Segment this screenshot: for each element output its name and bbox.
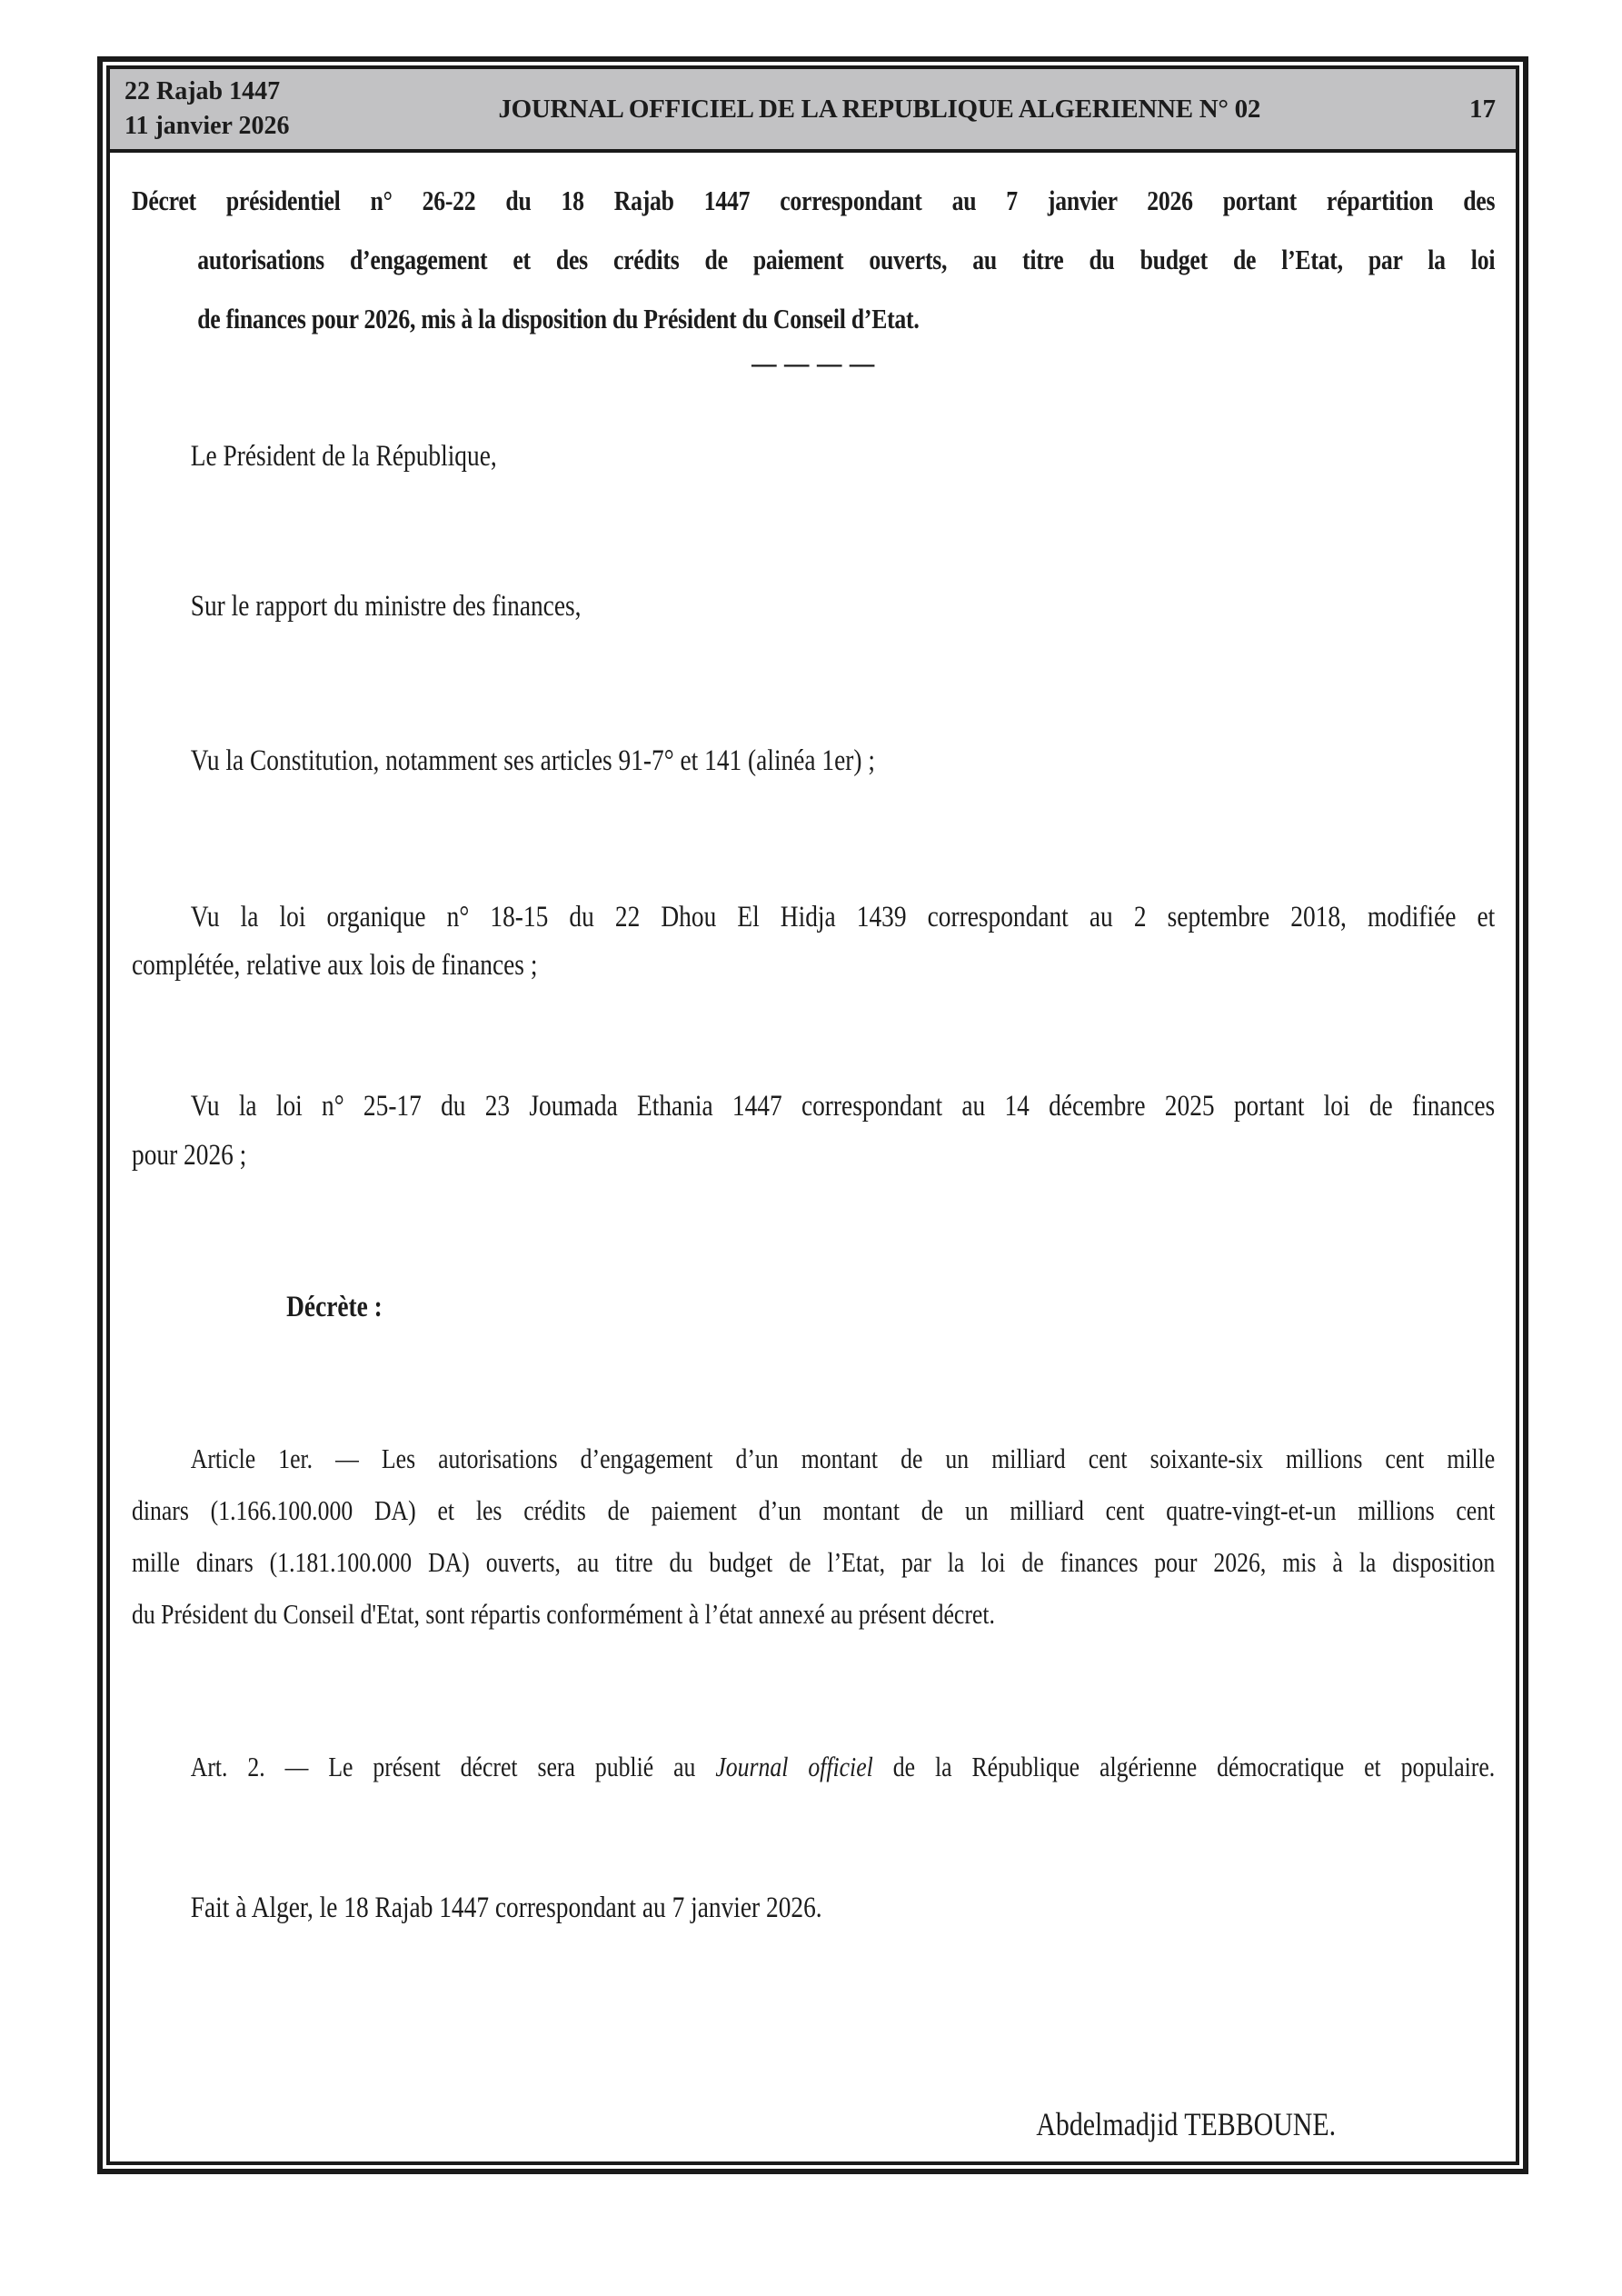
signature: Abdelmadjid TEBBOUNE.	[1036, 2106, 1337, 2142]
decree-title-line: de finances pour 2026, mis à la disposition du Président du Conseil d’Etat.	[197, 303, 920, 334]
page-outer-frame	[97, 56, 1528, 2174]
article-2-text-end: de la République algérienne démocratique et populaire.	[872, 1751, 1496, 1782]
page-number: 17	[1469, 94, 1496, 124]
paragraph-president: Le Président de la République,	[190, 440, 497, 473]
decree-content	[110, 153, 1516, 2161]
article-2-text: Art. 2. — Le présent décret sera publié au	[190, 1751, 716, 1782]
decree-title	[132, 171, 1495, 348]
decree-title-line: autorisations d’engagement et des crédits de paiement ouverts, au titre du budget de l’Etat, par la loi	[197, 244, 1496, 275]
paragraph-line: Vu la loi n° 25-17 du 23 Joumada Ethania 1447 correspondant au 14 décembre 2025 portant loi de finances	[190, 1090, 1496, 1123]
paragraph-vu-loi-organique	[132, 893, 1495, 990]
journal-title: JOURNAL OFFICIEL DE LA REPUBLIQUE ALGERIENNE N° 02	[498, 94, 1261, 124]
paragraph-line: Article 1er. — Les autorisations d’engagement d’un montant de un milliard cent soixante-six millions cent mille	[190, 1442, 1496, 1474]
hijri-date: 22 Rajab 1447	[124, 77, 281, 105]
decrete-label: Décrète :	[286, 1291, 383, 1323]
paragraph-vu-constitution: Vu la Constitution, notamment ses articles 91-7° et 141 (alinéa 1er) ;	[190, 744, 875, 777]
text-column	[132, 171, 1495, 2151]
paragraph-article-1	[132, 1433, 1495, 1640]
paragraph-line: dinars (1.166.100.000 DA) et les crédits de paiement d’un montant de un milliard cent quatre-vingt-et-un millions cent	[132, 1494, 1496, 1526]
paragraph-line: complétée, relative aux lois de finances ;	[132, 949, 538, 982]
page-inner-frame	[106, 65, 1519, 2165]
header-band	[110, 69, 1516, 153]
journal-officiel-italic: Journal officiel	[715, 1751, 873, 1782]
paragraph-line: du Président du Conseil d'Etat, sont répartis conformément à l’état annexé au présent décret.	[132, 1598, 995, 1630]
paragraph-article-2	[132, 1741, 1495, 1792]
paragraph-line: mille dinars (1.181.100.000 DA) ouverts, au titre du budget de l’Etat, par la loi de finances pour 2026, mis à la disposition	[132, 1546, 1496, 1578]
header-dates	[110, 75, 289, 144]
paragraph-fait-a-alger: Fait à Alger, le 18 Rajab 1447 correspondant au 7 janvier 2026.	[190, 1892, 822, 1924]
paragraph-line: pour 2026 ;	[132, 1139, 247, 1172]
separator-dashes: — — — —	[751, 347, 876, 380]
gregorian-date: 11 janvier 2026	[124, 112, 290, 140]
decree-title-line: Décret présidentiel n° 26-22 du 18 Rajab 1447 correspondant au 7 janvier 2026 portant répartition des	[132, 185, 1496, 216]
paragraph-vu-loi-finances	[132, 1082, 1495, 1180]
paragraph-rapport: Sur le rapport du ministre des finances,	[190, 590, 582, 623]
paragraph-line: Vu la loi organique n° 18-15 du 22 Dhou El Hidja 1439 correspondant au 2 septembre 2018, modifiée et	[190, 901, 1496, 933]
